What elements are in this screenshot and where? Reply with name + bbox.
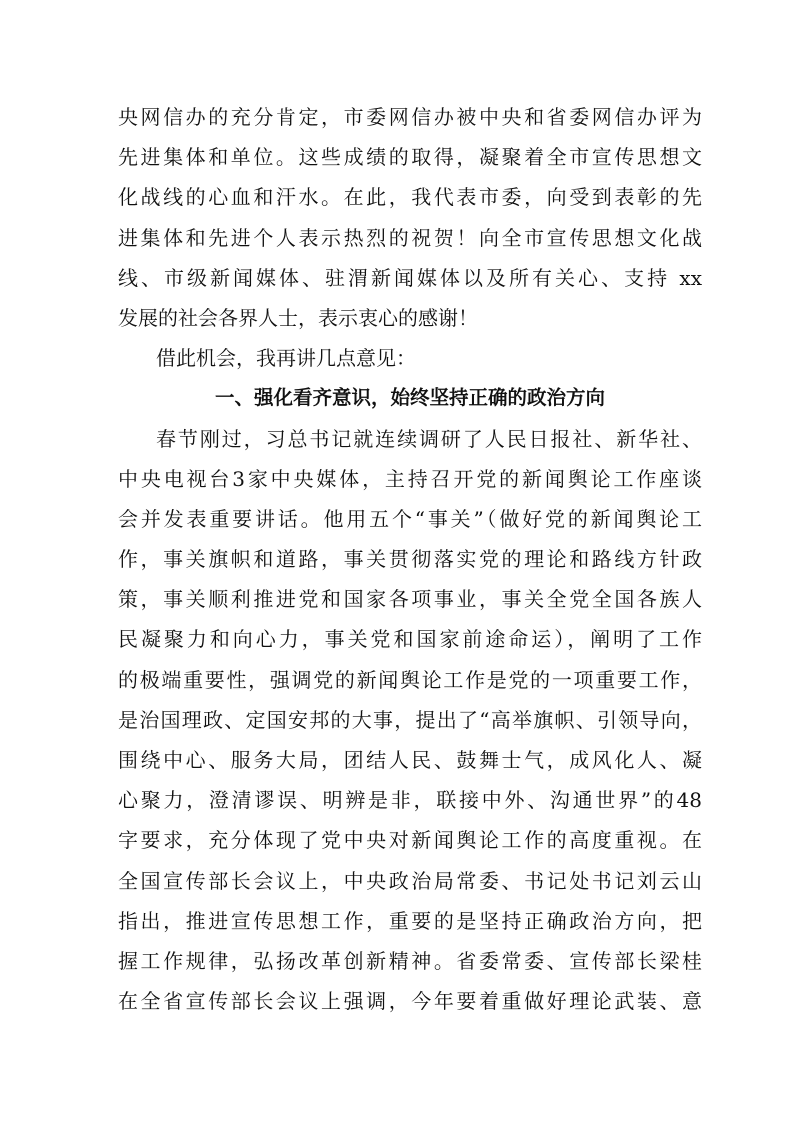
document-page [118, 97, 702, 1021]
text-line: 化战线的心血和汗水。在此，我代表市委，向受到表彰的先 [118, 185, 702, 210]
text-line: 会并发表重要讲话。他用五个“事关”（做好党的新闻舆论工 [118, 506, 702, 531]
text-line: 围绕中心、服务大局，团结人民、鼓舞士气，成风化人、凝 [118, 748, 702, 772]
paragraph-1 [118, 97, 702, 338]
paragraph-3 [118, 419, 702, 1022]
text-line: 作，事关旗帜和道路，事关贯彻落实党的理论和路线方针政 [118, 547, 702, 572]
text-line: 全国宣传部长会议上，中央政治局常委、书记处书记刘云山 [118, 868, 702, 893]
paragraph-2: 借此机会，我再讲几点意见： [156, 346, 416, 371]
text-line: 进集体和先进个人表示热烈的祝贺！向全市宣传思想文化战 [118, 225, 702, 250]
section-heading: 一、强化看齐意识，始终坚持正确的政治方向 [214, 386, 605, 410]
text-line: 在全省宣传部长会议上强调，今年要着重做好理论武装、意 [118, 989, 702, 1014]
text-line: 民凝聚力和向心力，事关党和国家前途命运），阐明了工作 [118, 627, 702, 652]
text-line: 中央电视台3家中央媒体，主持召开党的新闻舆论工作座谈 [118, 466, 702, 491]
text-line: 策，事关顺利推进党和国家各项事业，事关全党全国各族人 [118, 587, 702, 612]
text-line: 心聚力，澄清谬误、明辨是非，联接中外、沟通世界”的48 [118, 788, 702, 813]
text-line: 先进集体和单位。这些成绩的取得，凝聚着全市宣传思想文 [118, 145, 702, 170]
text-line: 字要求，充分体现了党中央对新闻舆论工作的高度重视。在 [118, 828, 702, 853]
text-line: 握工作规律，弘扬改革创新精神。省委常委、宣传部长梁桂 [118, 948, 702, 973]
text-line: 央网信办的充分肯定，市委网信办被中央和省委网信办评为 [118, 105, 702, 129]
text-line: 发展的社会各界人士，表示衷心的感谢！ [118, 305, 478, 330]
text-line: 的极端重要性，强调党的新闻舆论工作是党的一项重要工作， [118, 667, 702, 692]
text-line: 是治国理政、定国安邦的大事，提出了“高举旗帜、引领导向， [118, 707, 702, 732]
text-line: 指出，推进宣传思想工作，重要的是坚持正确政治方向，把 [118, 908, 702, 933]
text-line: 春节刚过，习总书记就连续调研了人民日报社、新华社、 [156, 426, 702, 451]
text-line: 线、市级新闻媒体、驻渭新闻媒体以及所有关心、支持 xx [118, 265, 702, 290]
